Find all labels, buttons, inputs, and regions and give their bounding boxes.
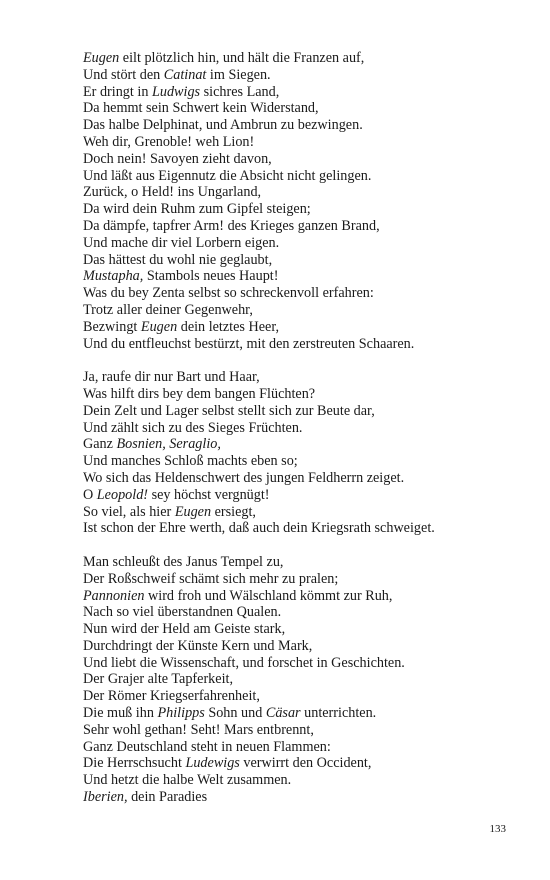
italic-name: Catinat xyxy=(163,66,207,83)
italic-name: Mustapha, xyxy=(83,268,144,285)
verse-text: Dein Zelt und Lager selbst stellt sich zur Beute dar, xyxy=(83,402,375,419)
verse-text: Was du bey Zenta selbst so schreckenvoll erfahren: xyxy=(83,285,374,302)
italic-name: Ludewigs xyxy=(185,755,240,772)
verse-line xyxy=(83,638,543,655)
poem-body xyxy=(83,50,543,806)
verse-text: Und zählt sich zu des Sieges Früchten. xyxy=(83,419,303,436)
verse-line xyxy=(83,235,543,252)
verse-line xyxy=(83,739,543,756)
verse-text: Nach so viel überstandnen Qualen. xyxy=(83,604,282,621)
verse-text: Und stört den xyxy=(83,66,164,83)
verse-text: eilt plötzlich hin, und hält die Franzen auf, xyxy=(119,50,365,66)
stanza xyxy=(83,554,543,806)
italic-name: Ludwigs xyxy=(151,83,201,100)
italic-name: Philipps xyxy=(157,705,205,722)
verse-line xyxy=(83,336,543,353)
italic-name: Leopold! xyxy=(96,486,149,503)
verse-line xyxy=(83,302,543,319)
verse-text: wird froh und Wälschland kömmt zur Ruh, xyxy=(144,587,393,604)
verse-line xyxy=(83,100,543,117)
verse-text: O xyxy=(83,486,97,503)
verse-line xyxy=(83,252,543,269)
verse-text: unterrichten. xyxy=(300,705,377,722)
verse-text: Sehr wohl gethan! Seht! Mars entbrennt, xyxy=(83,721,314,738)
verse-text: Sohn und xyxy=(204,705,266,722)
verse-line xyxy=(83,520,543,537)
verse-line xyxy=(83,705,543,722)
verse-line xyxy=(83,369,543,386)
verse-line xyxy=(83,554,543,571)
verse-line xyxy=(83,588,543,605)
verse-line xyxy=(83,268,543,285)
verse-line xyxy=(83,722,543,739)
verse-text: Und manches Schloß machts eben so; xyxy=(83,453,298,470)
verse-line xyxy=(83,67,543,84)
verse-text: Durchdringt der Künste Kern und Mark, xyxy=(83,637,313,654)
verse-line xyxy=(83,403,543,420)
verse-text: Er dringt in xyxy=(83,83,152,100)
verse-text: Stambols neues Haupt! xyxy=(143,268,279,285)
verse-text: Weh dir, Grenoble! weh Lion! xyxy=(83,133,255,150)
verse-text: Ja, raufe dir nur Bart und Haar, xyxy=(83,369,260,386)
verse-line xyxy=(83,571,543,588)
verse-line xyxy=(83,168,543,185)
verse-line xyxy=(83,201,543,218)
verse-text: Der Roßschweif schämt sich mehr zu pralen; xyxy=(83,570,339,587)
verse-text: Und liebt die Wissenschaft, und forschet in Geschichten. xyxy=(83,654,405,671)
verse-text: verwirrt den Occident, xyxy=(239,755,372,772)
stanza xyxy=(83,369,543,537)
verse-line xyxy=(83,218,543,235)
italic-name: Iberien, xyxy=(83,789,128,806)
italic-name: Cäsar xyxy=(265,705,301,722)
verse-line xyxy=(83,84,543,101)
verse-line xyxy=(83,134,543,151)
verse-text: Nun wird der Held am Geiste stark, xyxy=(83,621,286,638)
italic-name: Eugen xyxy=(174,503,212,520)
verse-text: Wo sich das Heldenschwert des jungen Feldherrn zeiget. xyxy=(83,469,405,486)
verse-text: Bezwingt xyxy=(83,318,141,335)
verse-text: Und hetzt die halbe Welt zusammen. xyxy=(83,772,292,789)
page-number: 133 xyxy=(489,823,506,835)
verse-text: Was hilft dirs bey dem bangen Flüchten? xyxy=(83,385,316,402)
verse-text: Der Römer Kriegserfahrenheit, xyxy=(83,688,260,705)
verse-line xyxy=(83,285,543,302)
verse-line xyxy=(83,386,543,403)
verse-text: Und läßt aus Eigennutz die Absicht nicht gelingen. xyxy=(83,167,372,184)
verse-text: Und du entfleuchst bestürzt, mit den zerstreuten Schaaren. xyxy=(83,335,415,352)
verse-line xyxy=(83,604,543,621)
verse-text: So viel, als hier xyxy=(83,503,175,520)
verse-text: Das hättest du wohl nie geglaubt, xyxy=(83,251,273,268)
verse-line xyxy=(83,420,543,437)
italic-name: Pannonien xyxy=(83,587,145,604)
verse-line xyxy=(83,789,543,806)
verse-line xyxy=(83,184,543,201)
italic-name: Eugen xyxy=(140,318,178,335)
verse-line xyxy=(83,504,543,521)
verse-line xyxy=(83,436,543,453)
verse-text: Ist schon der Ehre werth, daß auch dein Kriegsrath schweiget. xyxy=(83,520,435,537)
verse-text: ersiegt, xyxy=(211,503,256,520)
verse-text: Die muß ihn xyxy=(83,705,158,722)
verse-line xyxy=(83,117,543,134)
stanza xyxy=(83,50,543,352)
verse-text: dein Paradies xyxy=(127,789,208,806)
verse-line xyxy=(83,50,543,67)
verse-text: Man schleußt des Janus Tempel zu, xyxy=(83,553,284,570)
verse-text: sichres Land, xyxy=(200,83,280,100)
verse-text: im Siegen. xyxy=(206,66,271,83)
verse-text: Und mache dir viel Lorbern eigen. xyxy=(83,234,280,251)
verse-text: Ganz xyxy=(83,436,117,453)
verse-line xyxy=(83,621,543,638)
verse-text: Der Grajer alte Tapferkeit, xyxy=(83,671,233,688)
verse-text: Da hemmt sein Schwert kein Widerstand, xyxy=(83,100,319,117)
verse-text: Ganz Deutschland steht in neuen Flammen: xyxy=(83,738,331,755)
verse-text: Das halbe Delphinat, und Ambrun zu bezwingen. xyxy=(83,117,363,134)
verse-line xyxy=(83,688,543,705)
verse-line xyxy=(83,319,543,336)
verse-line xyxy=(83,487,543,504)
verse-text: sey höchst vergnügt! xyxy=(148,486,270,503)
verse-line xyxy=(83,151,543,168)
verse-text: Da wird dein Ruhm zum Gipfel steigen; xyxy=(83,201,311,218)
verse-line xyxy=(83,755,543,772)
verse-line xyxy=(83,453,543,470)
verse-line xyxy=(83,772,543,789)
verse-text: Doch nein! Savoyen zieht davon, xyxy=(83,150,272,167)
verse-text: Da dämpfe, tapfrer Arm! des Krieges ganzen Brand, xyxy=(83,217,380,234)
verse-text: dein letztes Heer, xyxy=(177,318,280,335)
verse-line xyxy=(83,671,543,688)
verse-line xyxy=(83,655,543,672)
verse-text: Die Herrschsucht xyxy=(83,755,186,772)
verse-text: Trotz aller deiner Gegenwehr, xyxy=(83,301,253,318)
italic-name: Bosnien, Seraglio, xyxy=(116,436,221,453)
verse-line xyxy=(83,470,543,487)
verse-text: Zurück, o Held! ins Ungarland, xyxy=(83,184,262,201)
italic-name: Eugen xyxy=(83,50,120,66)
